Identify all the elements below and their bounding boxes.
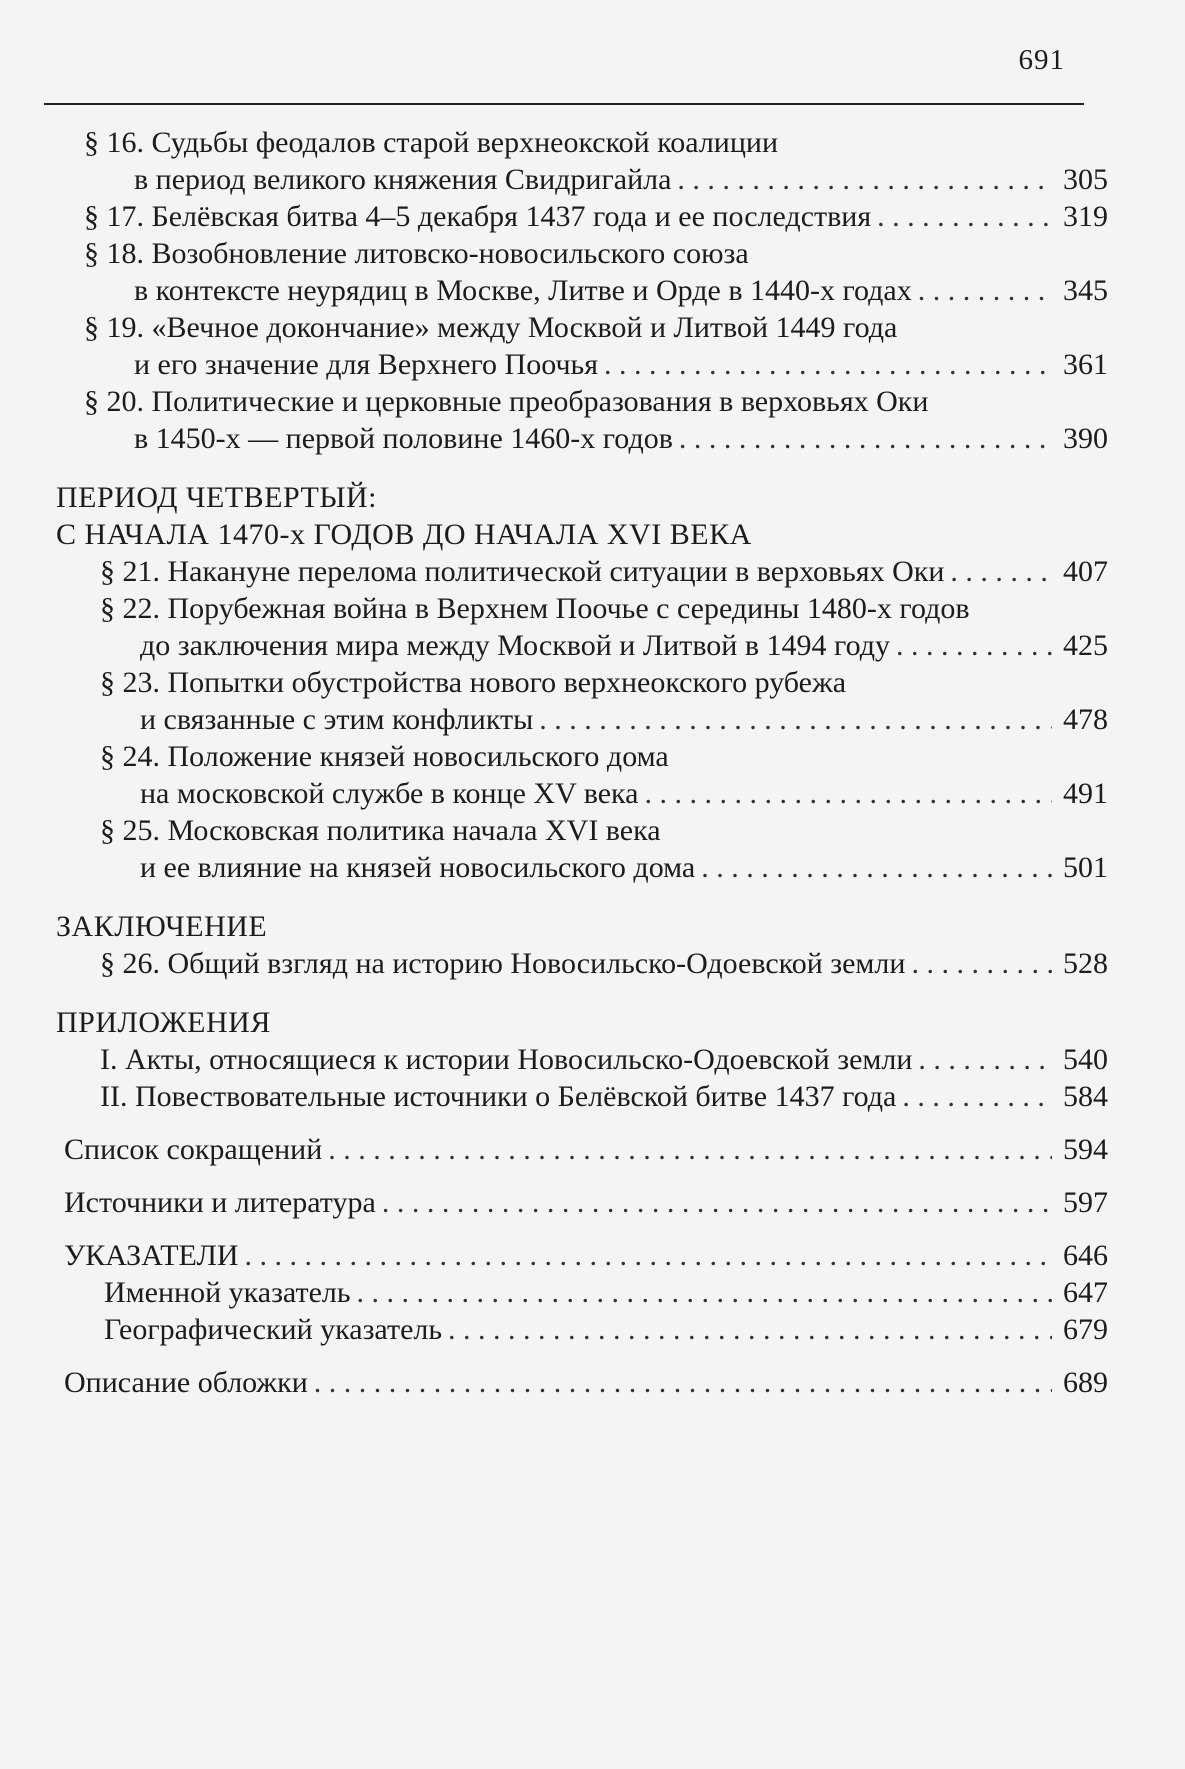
leader-dots (918, 272, 1052, 309)
leader-dots (950, 553, 1052, 590)
index-item (56, 1311, 1108, 1348)
page-ref: 646 (1063, 1239, 1108, 1272)
toc-entry-title: § 22. Порубежная война в Верхнем Поочье с середины 1480-х годов (100, 592, 970, 625)
leader-dots (314, 1364, 1052, 1401)
toc-entry-25-cont (56, 849, 1108, 886)
toc-entry-title: до заключения мира между Москвой и Литвой в 1494 году (140, 629, 890, 662)
page-number: 691 (1018, 44, 1065, 76)
conclusion-heading: ЗАКЛЮЧЕНИЕ (56, 910, 268, 943)
leader-dots (679, 420, 1052, 457)
leader-dots (918, 1041, 1052, 1078)
toc-entry-abbreviations (56, 1131, 1108, 1168)
toc-entry-19 (56, 309, 1108, 346)
toc-entry-title: II. Повествовательные источники о Белёвской битве 1437 года (100, 1080, 897, 1113)
toc-entry-22-cont (56, 627, 1108, 664)
toc-entry-title: § 21. Накануне перелома политической ситуации в верховьях Оки (100, 555, 945, 588)
leader-dots (448, 1311, 1052, 1348)
toc-entry-cover (56, 1364, 1108, 1401)
toc-entry-20-cont (56, 420, 1108, 457)
period-heading-line1: ПЕРИОД ЧЕТВЕРТЫЙ: (56, 481, 377, 514)
leader-dots (328, 1131, 1052, 1168)
toc-entry-title: § 20. Политические и церковные преобразования в верховьях Оки (84, 385, 929, 418)
toc-entry-title: УКАЗАТЕЛИ (64, 1239, 239, 1272)
appendix-item (56, 1078, 1108, 1115)
page-ref: 584 (1063, 1080, 1108, 1113)
page-ref: 390 (1063, 422, 1108, 455)
leader-dots (877, 198, 1052, 235)
page-ref: 528 (1063, 947, 1108, 980)
toc-entry-title: § 23. Попытки обустройства нового верхнеокского рубежа (100, 666, 847, 699)
toc-entry-title: § 26. Общий взгляд на историю Новосильско-Одоевской земли (100, 947, 906, 980)
toc-entry-title: в контексте неурядиц в Москве, Литве и Орде в 1440-х годах (134, 274, 912, 307)
toc-entry-title: Источники и литература (64, 1186, 376, 1219)
toc-entry-17 (56, 198, 1108, 235)
toc-entry-title: и его значение для Верхнего Поочья (134, 348, 599, 381)
leader-dots (677, 161, 1052, 198)
toc-entry-title: и ее влияние на князей новосильского дома (140, 851, 696, 884)
page-ref: 679 (1063, 1313, 1108, 1346)
page-ref: 361 (1063, 348, 1108, 381)
toc-entry-title: Географический указатель (104, 1313, 443, 1346)
leader-dots (604, 346, 1052, 383)
leader-dots (357, 1274, 1052, 1311)
page-ref: 689 (1063, 1366, 1108, 1399)
toc-entry-22 (56, 590, 1108, 627)
toc-entry-title: и связанные с этим конфликты (140, 703, 534, 736)
toc-entry-24-cont (56, 775, 1108, 812)
toc-entry-title: в период великого княжения Свидригайла (134, 163, 672, 196)
leader-dots (911, 945, 1052, 982)
toc-entry-title: I. Акты, относящиеся к истории Новосильско-Одоевской земли (100, 1043, 913, 1076)
appendix-item (56, 1041, 1108, 1078)
toc-entry-16 (56, 124, 1108, 161)
toc-entry-23 (56, 664, 1108, 701)
toc-entry-title: Описание обложки (64, 1366, 308, 1399)
leader-dots (896, 627, 1052, 664)
page-ref: 305 (1063, 163, 1108, 196)
leader-dots (382, 1184, 1052, 1221)
toc-entry-title: § 25. Московская политика начала XVI века (100, 814, 661, 847)
toc-entry-indexes (56, 1237, 1108, 1274)
toc-entry-20 (56, 383, 1108, 420)
toc-entry-sources (56, 1184, 1108, 1221)
leader-dots (245, 1237, 1053, 1274)
toc-entry-title: § 24. Положение князей новосильского дома (100, 740, 669, 773)
leader-dots (701, 849, 1052, 886)
page-ref: 647 (1063, 1276, 1108, 1309)
page-ref: 345 (1063, 274, 1108, 307)
page-ref: 491 (1063, 777, 1108, 810)
appendices-heading: ПРИЛОЖЕНИЯ (56, 1006, 271, 1039)
leader-dots (902, 1078, 1052, 1115)
toc-entry-23-cont (56, 701, 1108, 738)
page-ref: 425 (1063, 629, 1108, 662)
toc-entry-18 (56, 235, 1108, 272)
toc-entry-title: Список сокращений (64, 1133, 323, 1166)
toc-entry-21 (56, 553, 1108, 590)
page-ref: 597 (1063, 1186, 1108, 1219)
page-ref: 319 (1063, 200, 1108, 233)
toc-entry-19-cont (56, 346, 1108, 383)
header-rule (44, 103, 1084, 105)
page-ref: 501 (1063, 851, 1108, 884)
period-heading-line2: С НАЧАЛА 1470-х ГОДОВ ДО НАЧАЛА XVI ВЕКА (56, 518, 752, 551)
page-ref: 540 (1063, 1043, 1108, 1076)
table-of-contents (56, 124, 1108, 1401)
toc-entry-18-cont (56, 272, 1108, 309)
leader-dots (644, 775, 1052, 812)
toc-entry-title: в 1450-х — первой половине 1460-х годов (134, 422, 673, 455)
toc-entry-title: § 16. Судьбы феодалов старой верхнеокской коалиции (84, 126, 779, 159)
page-ref: 407 (1063, 555, 1108, 588)
toc-entry-title: на московской службе в конце XV века (140, 777, 639, 810)
page-ref: 594 (1063, 1133, 1108, 1166)
toc-entry-25 (56, 812, 1108, 849)
toc-entry-title: § 17. Белёвская битва 4–5 декабря 1437 года и ее последствия (84, 200, 872, 233)
toc-entry-title: § 19. «Вечное докончание» между Москвой и Литвой 1449 года (84, 311, 898, 344)
toc-entry-16-cont (56, 161, 1108, 198)
toc-entry-24 (56, 738, 1108, 775)
leader-dots (539, 701, 1052, 738)
toc-entry-26 (56, 945, 1108, 982)
toc-entry-title: § 18. Возобновление литовско-новосильского союза (84, 237, 749, 270)
index-item (56, 1274, 1108, 1311)
toc-entry-title: Именной указатель (104, 1276, 351, 1309)
page-ref: 478 (1063, 703, 1108, 736)
